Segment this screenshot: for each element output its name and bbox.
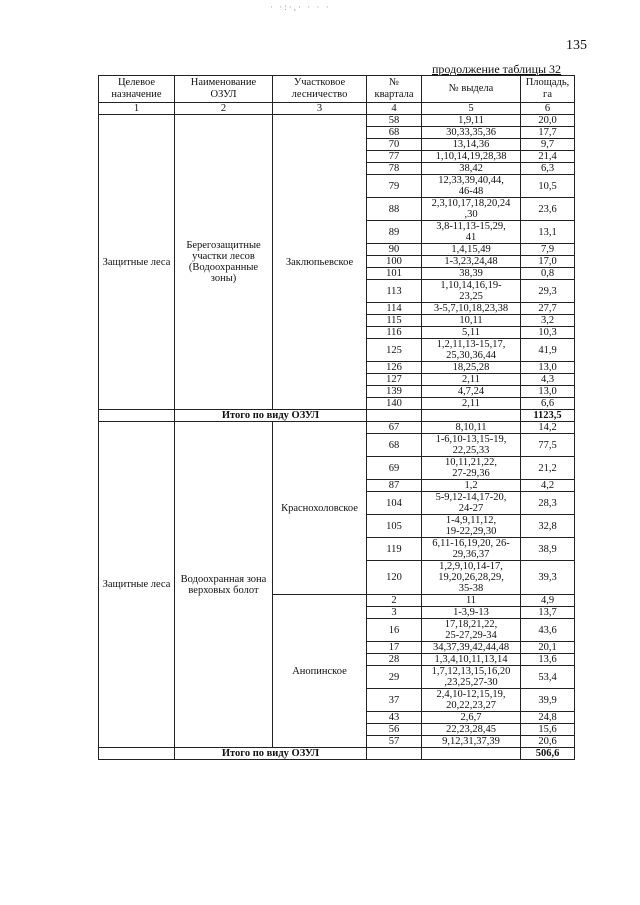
ozul-name-cell: Берегозащитные участки лесов (Водоохранные зоны) [175, 115, 273, 410]
area-cell: 20,0 [521, 115, 575, 127]
total-empty-cell [422, 748, 521, 760]
column-number: 3 [273, 103, 367, 115]
quarter-cell: 126 [367, 362, 422, 374]
plot-cell: 13,14,36 [422, 139, 521, 151]
quarter-cell: 104 [367, 492, 422, 515]
plot-cell: 1-4,9,11,12, 19-22,29,30 [422, 515, 521, 538]
area-cell: 32,8 [521, 515, 575, 538]
area-cell: 17,7 [521, 127, 575, 139]
plot-cell: 8,10,11 [422, 422, 521, 434]
area-cell: 28,3 [521, 492, 575, 515]
plot-cell: 3-5,7,10,18,23,38 [422, 303, 521, 315]
column-number: 2 [175, 103, 273, 115]
column-number: 4 [367, 103, 422, 115]
area-cell: 20,1 [521, 642, 575, 654]
quarter-cell: 116 [367, 327, 422, 339]
area-cell: 21,2 [521, 457, 575, 480]
header-row [99, 76, 575, 103]
area-cell: 4,2 [521, 480, 575, 492]
quarter-cell: 88 [367, 198, 422, 221]
total-label: Итого по виду ОЗУЛ [175, 748, 367, 760]
plot-cell: 1,2,9,10,14-17, 19,20,26,28,29, 35-38 [422, 561, 521, 595]
plot-cell: 34,37,39,42,44,48 [422, 642, 521, 654]
plot-cell: 2,11 [422, 374, 521, 386]
quarter-cell: 105 [367, 515, 422, 538]
plot-cell: 1,4,15,49 [422, 244, 521, 256]
area-cell: 10,3 [521, 327, 575, 339]
quarter-cell: 2 [367, 595, 422, 607]
quarter-cell: 16 [367, 619, 422, 642]
total-row [99, 410, 575, 422]
quarter-cell: 69 [367, 457, 422, 480]
quarter-cell: 56 [367, 724, 422, 736]
quarter-cell: 114 [367, 303, 422, 315]
quarter-cell: 89 [367, 221, 422, 244]
quarter-cell: 70 [367, 139, 422, 151]
area-cell: 21,4 [521, 151, 575, 163]
plot-cell: 5,11 [422, 327, 521, 339]
area-cell: 38,9 [521, 538, 575, 561]
purpose-cell: Защитные леса [99, 115, 175, 410]
plot-cell: 6,11-16,19,20, 26- 29,36,37 [422, 538, 521, 561]
plot-cell: 1,10,14,19,28,38 [422, 151, 521, 163]
quarter-cell: 125 [367, 339, 422, 362]
quarter-cell: 115 [367, 315, 422, 327]
forestry-cell: Анопинское [273, 595, 367, 748]
column-number: 1 [99, 103, 175, 115]
plot-cell: 5-9,12-14,17-20, 24-27 [422, 492, 521, 515]
scan-artifact: · ·:·,· · · · [270, 2, 331, 12]
plot-cell: 1,10,14,16,19- 23,25 [422, 280, 521, 303]
plot-cell: 17,18,21,22, 25-27,29-34 [422, 619, 521, 642]
total-empty-cell [422, 410, 521, 422]
area-cell: 29,3 [521, 280, 575, 303]
quarter-cell: 17 [367, 642, 422, 654]
plot-cell: 38,42 [422, 163, 521, 175]
area-cell: 27,7 [521, 303, 575, 315]
quarter-cell: 140 [367, 398, 422, 410]
area-cell: 24,8 [521, 712, 575, 724]
plot-cell: 1-3,23,24,48 [422, 256, 521, 268]
area-cell: 0,8 [521, 268, 575, 280]
quarter-cell: 119 [367, 538, 422, 561]
quarter-cell: 127 [367, 374, 422, 386]
plot-cell: 10,11,21,22, 27-29,36 [422, 457, 521, 480]
plot-cell: 2,4,10-12,15,19, 20,22,23,27 [422, 689, 521, 712]
area-cell: 6,3 [521, 163, 575, 175]
area-cell: 39,9 [521, 689, 575, 712]
column-number: 5 [422, 103, 521, 115]
area-cell: 6,6 [521, 398, 575, 410]
quarter-cell: 79 [367, 175, 422, 198]
forestry-cell: Заклюпьевское [273, 115, 367, 410]
area-cell: 3,2 [521, 315, 575, 327]
total-empty-cell [367, 748, 422, 760]
area-cell: 13,7 [521, 607, 575, 619]
plot-cell: 1-3,9-13 [422, 607, 521, 619]
plot-cell: 2,6,7 [422, 712, 521, 724]
plot-cell: 1,2 [422, 480, 521, 492]
total-empty-cell [99, 748, 175, 760]
area-cell: 15,6 [521, 724, 575, 736]
area-cell: 53,4 [521, 666, 575, 689]
table-row [99, 422, 575, 434]
plot-cell: 1,7,12,13,15,16,20 ,23,25,27-30 [422, 666, 521, 689]
area-cell: 9,7 [521, 139, 575, 151]
plot-cell: 11 [422, 595, 521, 607]
plot-cell: 2,3,10,17,18,20,24 ,30 [422, 198, 521, 221]
total-empty-cell [99, 410, 175, 422]
plot-cell: 10,11 [422, 315, 521, 327]
total-empty-cell [367, 410, 422, 422]
area-cell: 43,6 [521, 619, 575, 642]
quarter-cell: 113 [367, 280, 422, 303]
quarter-cell: 3 [367, 607, 422, 619]
plot-cell: 1,3,4,10,11,13,14 [422, 654, 521, 666]
plot-cell: 1,2,11,13-15,17, 25,30,36,44 [422, 339, 521, 362]
area-cell: 10,5 [521, 175, 575, 198]
quarter-cell: 100 [367, 256, 422, 268]
area-cell: 13,6 [521, 654, 575, 666]
ozul-name-cell: Водоохранная зона верховых болот [175, 422, 273, 748]
total-label: Итого по виду ОЗУЛ [175, 410, 367, 422]
area-cell: 13,1 [521, 221, 575, 244]
quarter-cell: 29 [367, 666, 422, 689]
area-cell: 17,0 [521, 256, 575, 268]
plot-cell: 18,25,28 [422, 362, 521, 374]
area-cell: 7,9 [521, 244, 575, 256]
plot-cell: 4,7,24 [422, 386, 521, 398]
area-cell: 41,9 [521, 339, 575, 362]
quarter-cell: 90 [367, 244, 422, 256]
area-cell: 39,3 [521, 561, 575, 595]
quarter-cell: 77 [367, 151, 422, 163]
plot-cell: 2,11 [422, 398, 521, 410]
header-cell: Целевое назначение [99, 76, 175, 103]
header-cell: № квартала [367, 76, 422, 103]
purpose-cell: Защитные леса [99, 422, 175, 748]
plot-cell: 1-6,10-13,15-19, 22,25,33 [422, 434, 521, 457]
table-caption: продолжение таблицы 32 [432, 62, 562, 76]
header-cell: № выдела [422, 76, 521, 103]
quarter-cell: 28 [367, 654, 422, 666]
quarter-cell: 37 [367, 689, 422, 712]
column-number-row [99, 103, 575, 115]
area-cell: 4,9 [521, 595, 575, 607]
total-row [99, 748, 575, 760]
plot-cell: 9,12,31,37,39 [422, 736, 521, 748]
quarter-cell: 58 [367, 115, 422, 127]
quarter-cell: 67 [367, 422, 422, 434]
area-cell: 4,3 [521, 374, 575, 386]
plot-cell: 38,39 [422, 268, 521, 280]
area-cell: 20,6 [521, 736, 575, 748]
header-cell: Участковое лесничество [273, 76, 367, 103]
quarter-cell: 101 [367, 268, 422, 280]
table-row [99, 115, 575, 127]
area-cell: 77,5 [521, 434, 575, 457]
area-cell: 13,0 [521, 386, 575, 398]
header-cell: Наименование ОЗУЛ [175, 76, 273, 103]
plot-cell: 3,8-11,13-15,29, 41 [422, 221, 521, 244]
page-number: 135 [566, 38, 587, 53]
forest-table [98, 75, 575, 760]
quarter-cell: 87 [367, 480, 422, 492]
quarter-cell: 68 [367, 127, 422, 139]
quarter-cell: 68 [367, 434, 422, 457]
plot-cell: 1,9,11 [422, 115, 521, 127]
area-cell: 13,0 [521, 362, 575, 374]
column-number: 6 [521, 103, 575, 115]
header-cell: Площадь, га [521, 76, 575, 103]
quarter-cell: 57 [367, 736, 422, 748]
plot-cell: 12,33,39,40,44, 46-48 [422, 175, 521, 198]
quarter-cell: 120 [367, 561, 422, 595]
quarter-cell: 78 [367, 163, 422, 175]
quarter-cell: 43 [367, 712, 422, 724]
forestry-cell: Краснохоловское [273, 422, 367, 595]
area-cell: 23,6 [521, 198, 575, 221]
quarter-cell: 139 [367, 386, 422, 398]
total-area: 1123,5 [521, 410, 575, 422]
area-cell: 14,2 [521, 422, 575, 434]
plot-cell: 30,33,35,36 [422, 127, 521, 139]
total-area: 506,6 [521, 748, 575, 760]
plot-cell: 22,23,28,45 [422, 724, 521, 736]
